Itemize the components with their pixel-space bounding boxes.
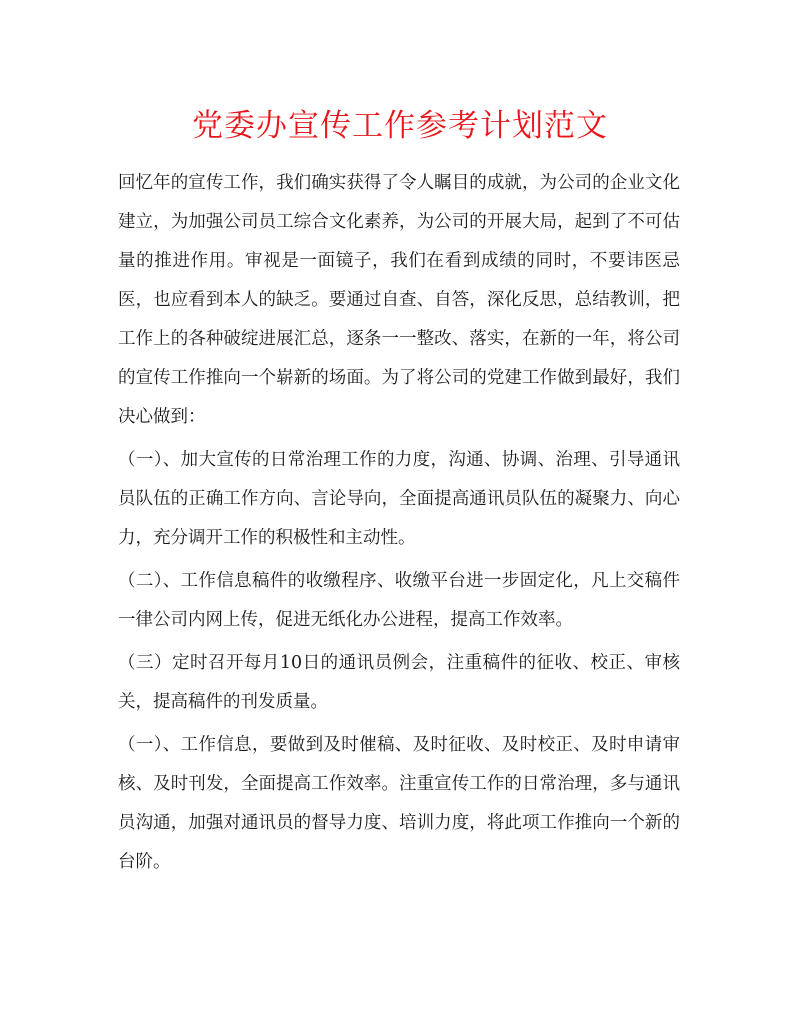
document-body xyxy=(118,164,680,882)
document-title: 党委办宣传工作参考计划范文 xyxy=(192,108,608,144)
item-paragraph-2: （二）、工作信息稿件的收缴程序、收缴平台进一步固定化，凡上交稿件一律公司内网上传，促进无纸化办公进程，提高工作效率。 xyxy=(118,571,680,630)
item-paragraph-3: （三）定时召开每月10日的通讯员例会，注重稿件的征收、校正、审核关，提高稿件的刊发质量。 xyxy=(118,653,680,712)
item-paragraph-4: （一）、工作信息，要做到及时催稿、及时征收、及时校正、及时申请审核、及时刊发，全面提高工作效率。注重宣传工作的日常治理，多与通讯员沟通，加强对通讯员的督导力度、培训力度，将此项工作推向一个新的台阶。 xyxy=(118,735,680,872)
intro-paragraph: 回忆年的宣传工作，我们确实获得了令人瞩目的成就，为公司的企业文化建立，为加强公司员工综合文化素养，为公司的开展大局，起到了不可估量的推进作用。审视是一面镜子，我们在看到成绩的同时，不要讳医忌医，也应看到本人的缺乏。要通过自查、自答，深化反思，总结教训，把工作上的各种破绽进展汇总，逐条一一整改、落实，在新的一年，将公司的宣传工作推向一个崭新的场面。为了将公司的党建工作做到最好，我们决心做到： xyxy=(118,173,680,427)
item-paragraph-1: （一）、加大宣传的日常治理工作的力度，沟通、协调、治理、引导通讯员队伍的正确工作方向、言论导向，全面提高通讯员队伍的凝聚力、向心力，充分调开工作的积极性和主动性。 xyxy=(118,450,680,548)
